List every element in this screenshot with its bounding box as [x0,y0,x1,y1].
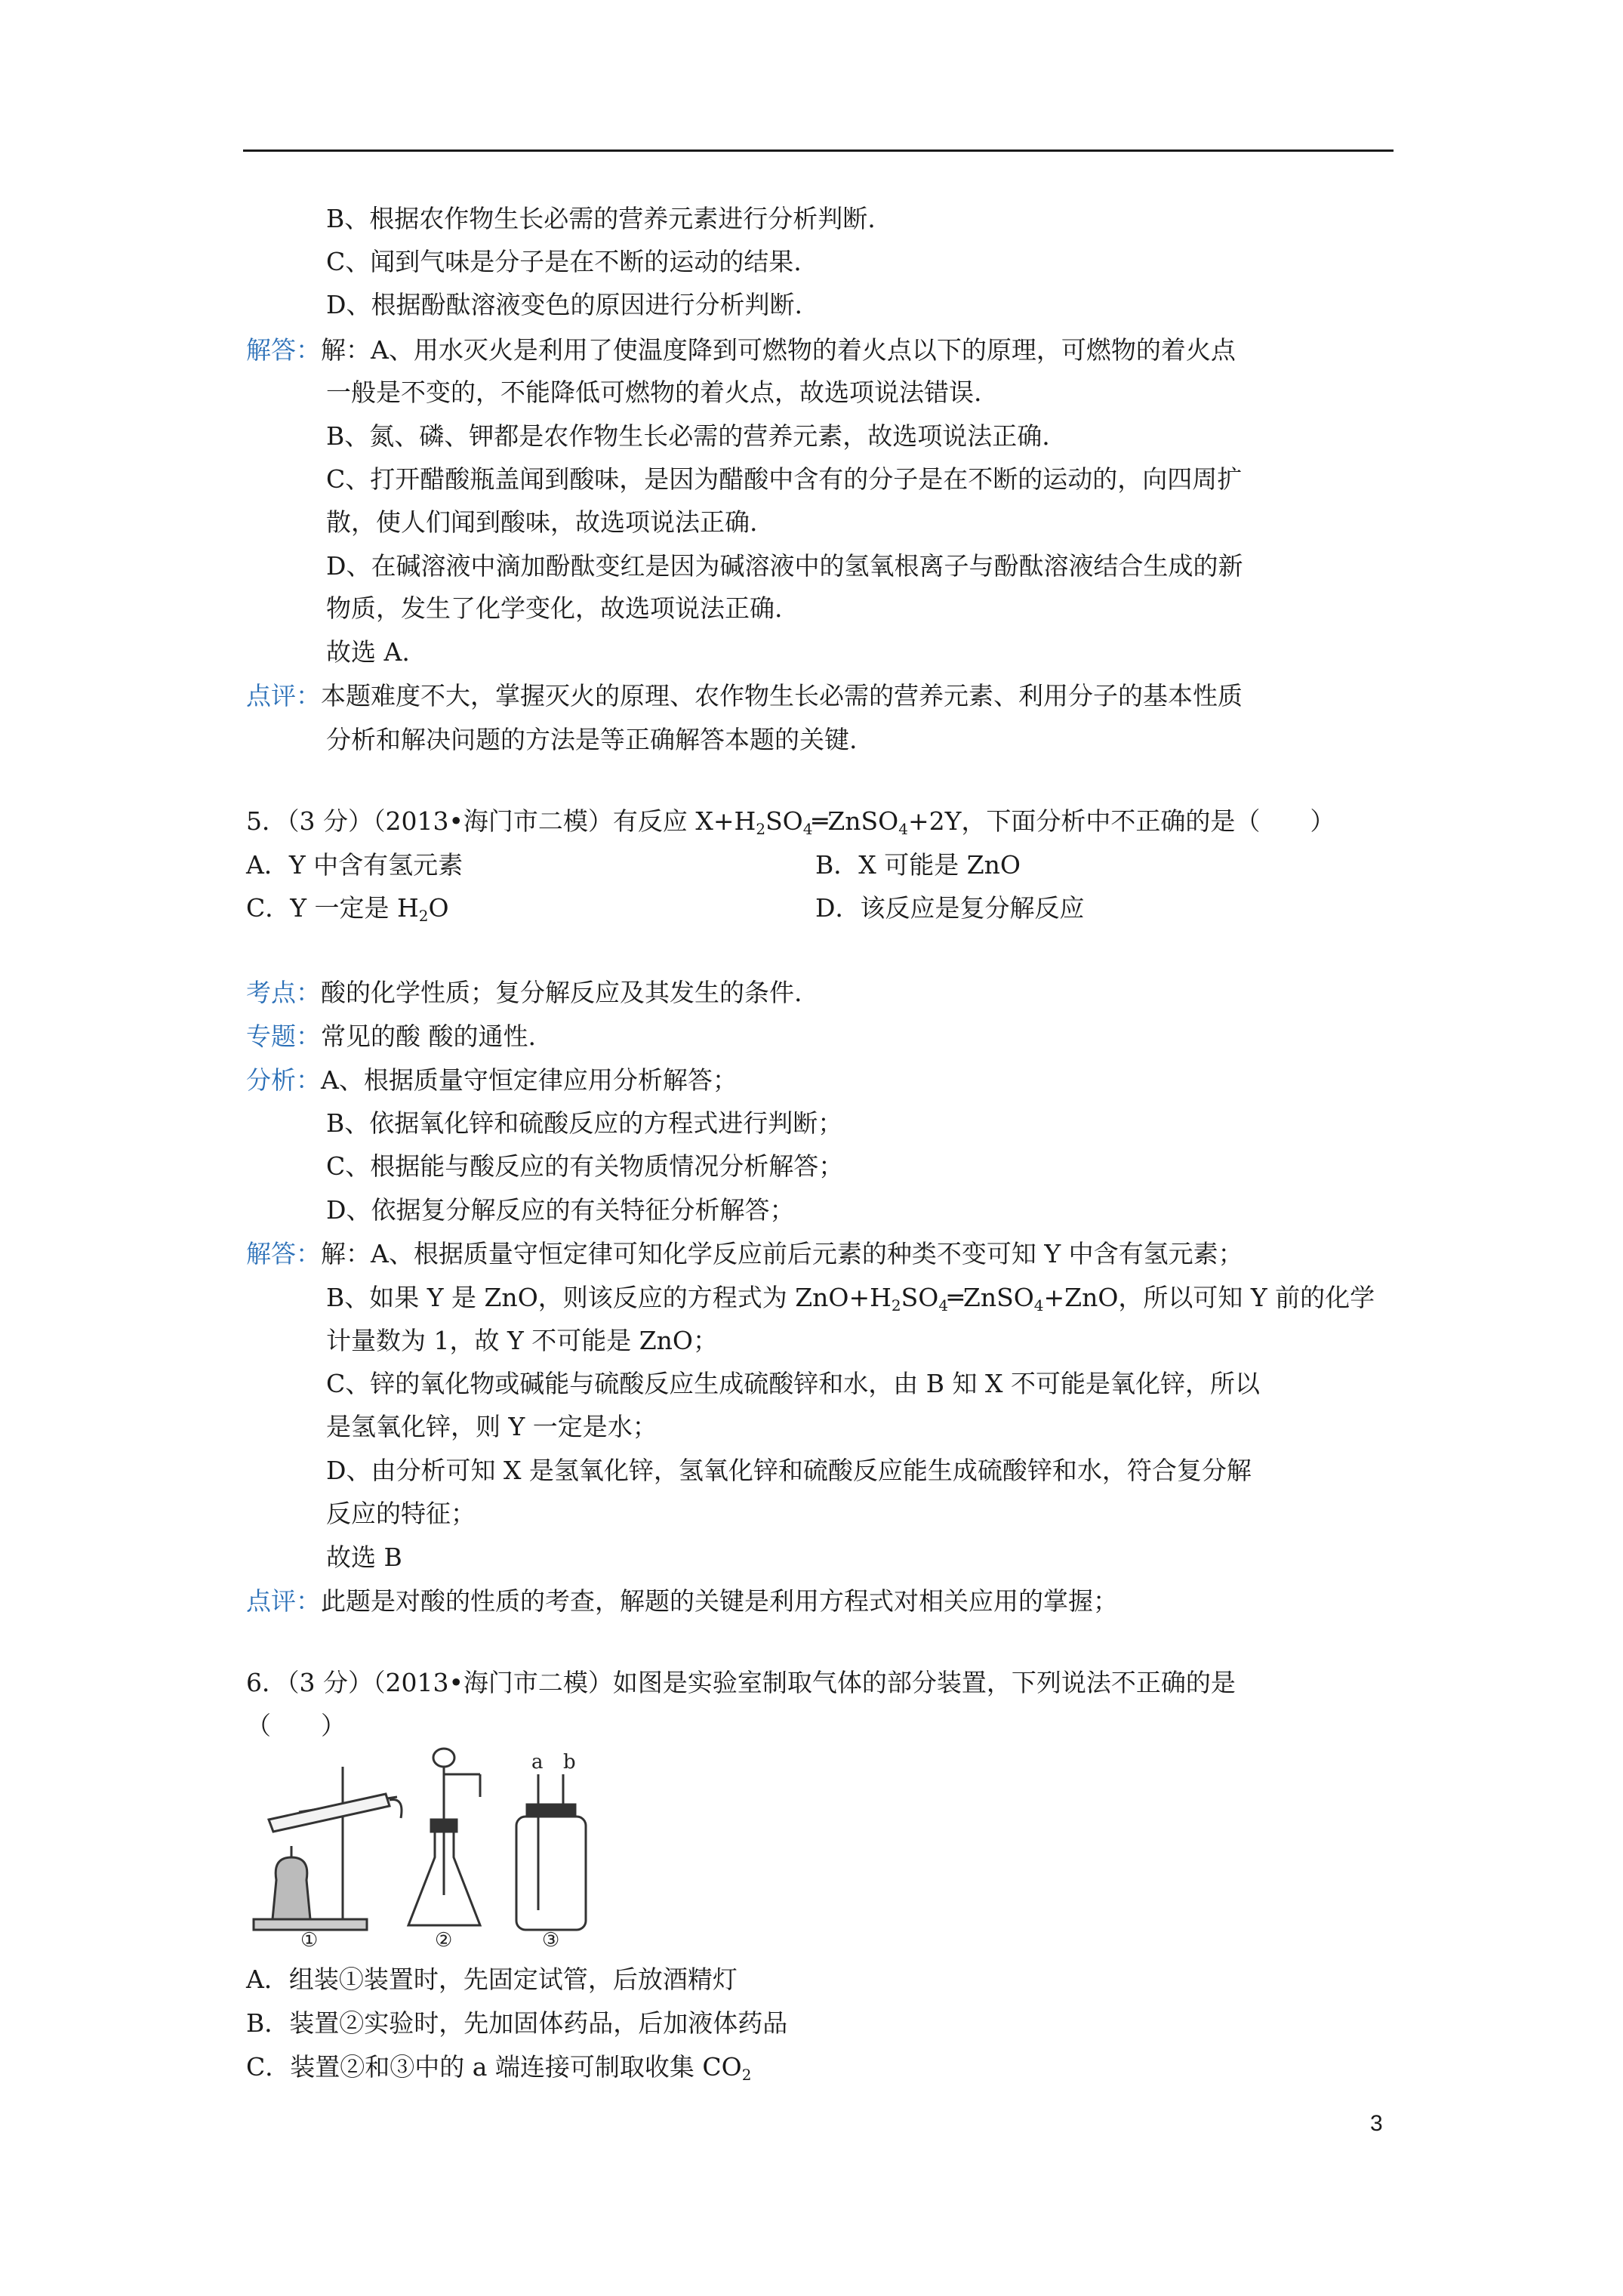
q6-option-a: A．组装①装置时，先固定试管，后放酒精灯 [246,1965,738,1994]
q5-answer-final: 故选 B [326,1542,402,1572]
q4-answer-b: B、氮、磷、钾都是农作物生长必需的营养元素，故选项说法正确. [326,421,1050,451]
q6-stem-line2: （ ） [246,1711,346,1740]
q4-answer-d1: D、在碱溶液中滴加酚酞变红是因为碱溶液中的氢氧根离子与酚酞溶液结合生成的新 [326,551,1243,581]
figure-label-1: ① [300,1929,319,1948]
q4-answer-final: 故选 A. [326,637,410,667]
q6-option-b: B．装置②实验时，先加固体药品，后加液体药品 [246,2008,788,2038]
figure-label-a: a [531,1751,544,1774]
q4-comment-line1: 点评：本题难度不大，掌握灭火的原理、农作物生长必需的营养元素、利用分子的基本性质 [246,681,1243,710]
q5-key-point: 考点：酸的化学性质；复分解反应及其发生的条件. [246,978,802,1007]
q5-option-d: D．该反应是复分解反应 [815,893,1085,923]
q4-comment-line2: 分析和解决问题的方法是等正确解答本题的关键. [326,725,858,754]
q4-analysis-c: C、闻到气味是分子是在不断的运动的结果. [326,247,802,276]
page-number: 3 [1370,2111,1383,2136]
q4-answer-line1: 解答：解：A、用水灭火是利用了使温度降到可燃物的着火点以下的原理，可燃物的着火点 [246,335,1236,365]
q5-option-c: C．Y 一定是 $H_2O$ [246,893,449,925]
q5-analysis-d: D、依据复分解反应的有关特征分析解答； [326,1195,795,1225]
q5-answer-d1: D、由分析可知 X 是氢氧化锌，氢氧化锌和硫酸反应能生成硫酸锌和水，符合复分解 [326,1456,1252,1485]
q4-analysis-b: B、根据农作物生长必需的营养元素进行分析判断. [326,204,876,233]
answer-label: 解答： [246,335,321,365]
q5-analysis-c: C、根据能与酸反应的有关物质情况分析解答； [326,1151,844,1181]
q5-answer-c1: C、锌的氧化物或碱能与硫酸反应生成硫酸锌和水，由 B 知 X 不可能是氧化锌，所以 [326,1369,1260,1398]
q6-option-c: C．装置②和③中的 a 端连接可制取收集 $CO_2$ [246,2052,752,2084]
apparatus-2-conical-flask [408,1749,480,1925]
q5-answer-c2: 是氢氧化锌，则 Y 一定是水； [326,1412,658,1441]
q4-answer-c2: 散，使人们闻到酸味，故选项说法正确. [326,507,758,537]
q5-option-a: A．Y 中含有氢元素 [246,850,463,880]
comment-label: 点评： [246,681,321,710]
q4-answer-c1: C、打开醋酸瓶盖闻到酸味，是因为醋酸中含有的分子是在不断的运动的，向四周扩 [326,464,1243,494]
q4-analysis-d: D、根据酚酞溶液变色的原因进行分析判断. [326,290,802,319]
figure-label-b: b [563,1751,576,1774]
q5-analysis-a: 分析：A、根据质量守恒定律应用分析解答； [246,1065,738,1095]
q5-topic: 专题：常见的酸 酸的通性. [246,1022,536,1051]
header-rule [243,149,1394,152]
q4-answer-d2: 物质，发生了化学变化，故选项说法正确. [326,593,783,623]
q5-answer-b2: 计量数为 1，故 Y 不可能是 ZnO； [326,1326,718,1355]
apparatus-1-test-tube-setup [254,1767,402,1930]
q5-analysis-b: B、依据氧化锌和硫酸反应的方程式进行判断； [326,1108,843,1138]
q5-comment: 点评：此题是对酸的性质的考查，解题的关键是利用方程式对相关应用的掌握； [246,1586,1118,1616]
apparatus-3-gas-bottle [516,1774,586,1930]
apparatus-figure [246,1744,608,1948]
q4-answer-a2: 一般是不变的，不能降低可燃物的着火点，故选项说法错误. [326,378,982,407]
figure-label-3: ③ [542,1929,560,1948]
q5-stem: 5．（3 分）（2013•海门市二模）有反应 $X+H_2SO_4═ZnSO_4+2Y$，下面分析中不正确的是（ ） [246,806,1335,838]
figure-label-2: ② [435,1929,453,1948]
q5-option-b: B．X 可能是 ZnO [815,850,1021,880]
q5-answer-d2: 反应的特征； [326,1499,476,1528]
q5-answer-a: 解答：解：A、根据质量守恒定律可知化学反应前后元素的种类不变可知 Y 中含有氢元素； [246,1239,1243,1268]
q5-answer-b1: B、如果 Y 是 ZnO，则该反应的方程式为 $ZnO+H_2SO_4═ZnSO_4+ZnO$，所以可知 Y 前的化学 [326,1283,1375,1314]
q6-stem-line1: 6．（3 分）（2013•海门市二模）如图是实验室制取气体的部分装置，下列说法不正确的是 [246,1668,1236,1697]
